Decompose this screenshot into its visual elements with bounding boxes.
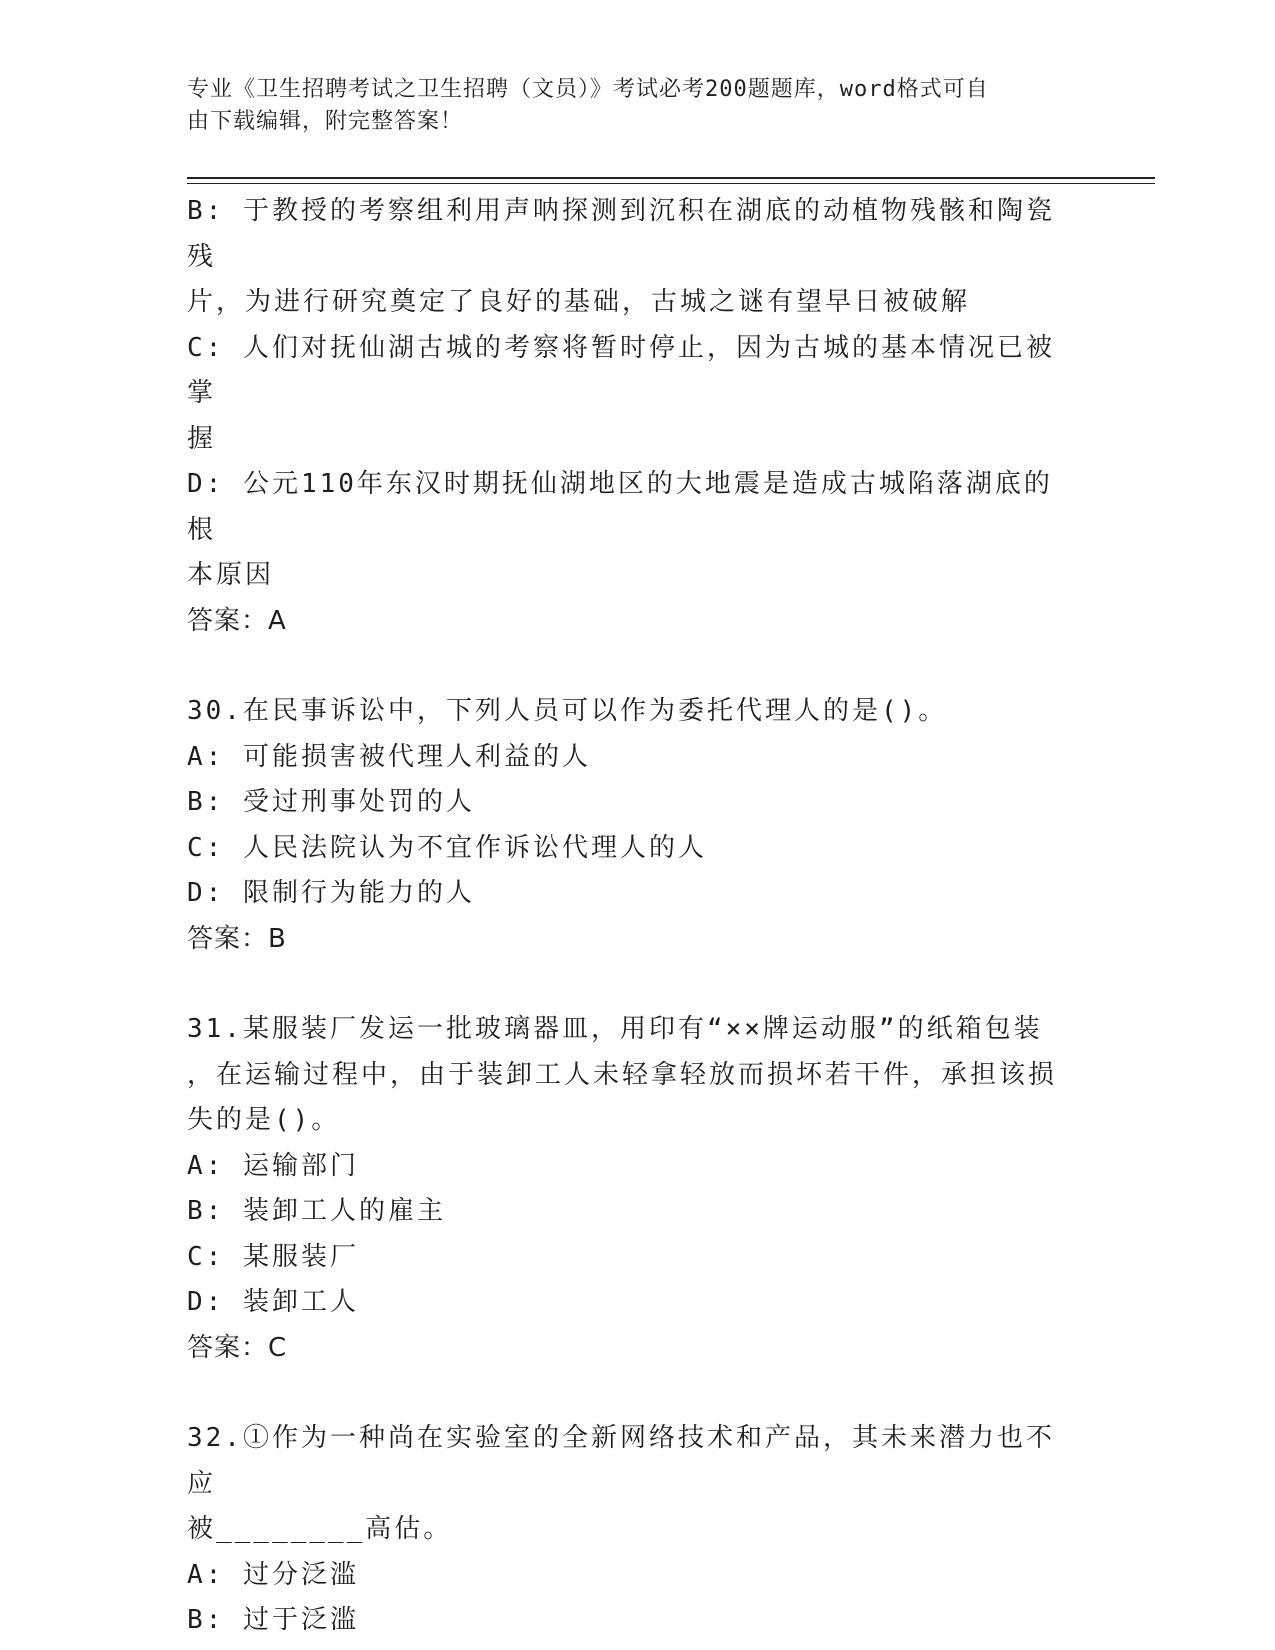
question-29-continued [187, 189, 1067, 644]
question-stem-line-2: 被________高估。 [187, 1514, 453, 1544]
option-d-line-1: D: 公元110年东汉时期抚仙湖地区的大地震是造成古城陷落湖底的根 [187, 469, 1053, 545]
option-d: D: 装卸工人 [187, 1287, 359, 1317]
answer-label: 答案：B [187, 923, 287, 954]
document-header [187, 74, 1067, 138]
answer-label: 答案：C [187, 1332, 288, 1363]
option-c: C: 人民法院认为不宜作诉讼代理人的人 [187, 832, 707, 863]
header-line-1: 专业《卫生招聘考试之卫生招聘（文员）》考试必考200题题库，word格式可自 [187, 77, 989, 102]
option-a: A: 运输部门 [187, 1150, 359, 1181]
option-b-line-2: 片，为进行研究奠定了良好的基础，古城之谜有望早日被破解 [187, 287, 971, 317]
question-stem-line-3: 失的是()。 [187, 1105, 341, 1135]
option-d: D: 限制行为能力的人 [187, 878, 475, 908]
header-divider-thick [187, 177, 1155, 179]
question-content [187, 189, 1067, 1644]
option-d-line-2: 本原因 [187, 560, 275, 590]
question-stem: 30.在民事诉讼中，下列人员可以作为委托代理人的是()。 [187, 696, 948, 726]
question-31 [187, 1007, 1067, 1371]
option-a: A: 可能损害被代理人利益的人 [187, 741, 591, 772]
spacer [187, 962, 1067, 1007]
header-line-2: 由下载编辑，附完整答案！ [187, 109, 464, 134]
option-b: B: 受过刑事处罚的人 [187, 787, 475, 817]
option-b-line-1: B: 于教授的考察组利用声呐探测到沉积在湖底的动植物残骸和陶瓷残 [187, 196, 1055, 272]
option-c-line-1: C: 人们对抚仙湖古城的考察将暂时停止，因为古城的基本情况已被掌 [187, 332, 1055, 408]
spacer [187, 1371, 1067, 1416]
question-stem-line-1: 31.某服装厂发运一批玻璃器皿，用印有“××牌运动服”的纸箱包装 [187, 1014, 1043, 1044]
question-stem-line-2: ，在运输过程中，由于装卸工人未轻拿轻放而损坏若干件，承担该损 [187, 1059, 1058, 1090]
answer-label: 答案：A [187, 605, 287, 636]
question-stem-line-1: 32.①作为一种尚在实验室的全新网络技术和产品，其未来潜力也不应 [187, 1423, 1055, 1499]
option-b: B: 装卸工人的雇主 [187, 1196, 446, 1226]
question-32 [187, 1416, 1067, 1644]
option-b: B: 过于泛滥 [187, 1605, 359, 1635]
question-30 [187, 689, 1067, 962]
spacer [187, 644, 1067, 689]
header-divider-thin [187, 183, 1155, 184]
option-c-line-2: 握 [187, 423, 217, 454]
option-c: C: 某服装厂 [187, 1241, 359, 1272]
option-a: A: 过分泛滥 [187, 1559, 359, 1590]
